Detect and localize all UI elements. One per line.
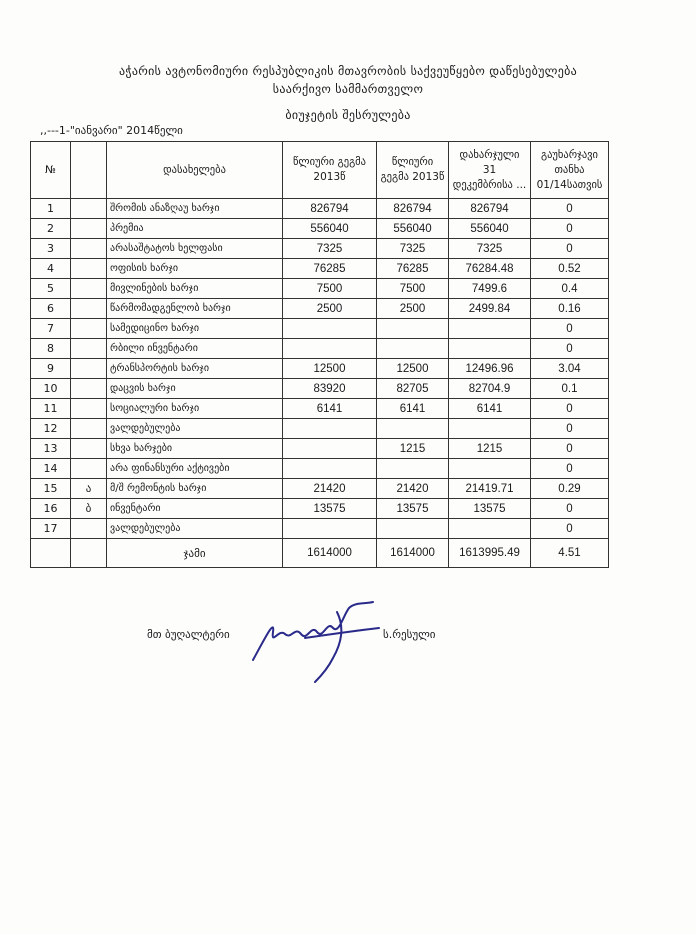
row-spent [449,419,531,439]
row-sub-letter [71,299,107,319]
handwritten-signature [245,598,385,688]
row-plan-1 [283,319,377,339]
row-spent: 1215 [449,439,531,459]
row-name: რბილი ინვენტარი [107,339,283,359]
header-plan-2: წლიური გეგმა 2013წ [377,142,449,199]
row-number: 8 [31,339,71,359]
table-row [31,259,609,279]
row-name: ოფისის ხარჯი [107,259,283,279]
table-row [31,199,609,219]
row-number: 14 [31,459,71,479]
chief-accountant-label: მთ ბუღალტერი [147,628,230,641]
row-plan-2 [377,319,449,339]
row-plan-1: 21420 [283,479,377,499]
row-spent: 76284.48 [449,259,531,279]
total-unspent: 4.51 [531,539,609,568]
table-body [31,199,609,539]
header-spent: დახარჯული 31 დეკემბრისა ... [449,142,531,199]
table-row [31,279,609,299]
total-num-cell [31,539,71,568]
row-plan-1 [283,439,377,459]
row-name: სხვა ხარჯები [107,439,283,459]
row-plan-1: 76285 [283,259,377,279]
row-plan-1: 7500 [283,279,377,299]
row-sub-letter [71,459,107,479]
header-name: დასახელება [107,142,283,199]
row-name: სოციალური ხარჯი [107,399,283,419]
row-plan-2 [377,339,449,359]
row-spent [449,459,531,479]
row-name: ტრანსპორტის ხარჯი [107,359,283,379]
row-plan-1 [283,419,377,439]
row-plan-1: 826794 [283,199,377,219]
row-number: 10 [31,379,71,399]
row-sub-letter: ბ [71,499,107,519]
row-spent: 21419.71 [449,479,531,499]
row-plan-2: 826794 [377,199,449,219]
row-plan-2: 6141 [377,399,449,419]
row-plan-1 [283,519,377,539]
table-row [31,459,609,479]
row-name: ვალდებულება [107,519,283,539]
row-sub-letter [71,379,107,399]
row-plan-2 [377,519,449,539]
table-row [31,239,609,259]
row-number: 17 [31,519,71,539]
row-plan-1: 13575 [283,499,377,519]
row-spent [449,519,531,539]
row-spent: 12496.96 [449,359,531,379]
row-plan-2: 1215 [377,439,449,459]
row-sub-letter [71,259,107,279]
row-unspent: 3.04 [531,359,609,379]
row-plan-2: 13575 [377,499,449,519]
row-spent: 82704.9 [449,379,531,399]
department-title: საარქივო სამმართველო [272,82,424,96]
row-plan-1: 556040 [283,219,377,239]
row-plan-2: 76285 [377,259,449,279]
header-sub [71,142,107,199]
row-plan-2: 556040 [377,219,449,239]
row-spent: 13575 [449,499,531,519]
row-name: წარმომადგენლობ ხარჯი [107,299,283,319]
row-spent [449,339,531,359]
row-plan-1: 2500 [283,299,377,319]
row-spent: 7499.6 [449,279,531,299]
row-unspent: 0 [531,499,609,519]
total-label: ჯამი [107,539,283,568]
total-plan-2: 1614000 [377,539,449,568]
row-plan-2: 82705 [377,379,449,399]
document-date: ,,---1-"იანვარი" 2014წელი [40,124,183,137]
header-plan-1: წლიური გეგმა 2013წ [283,142,377,199]
row-sub-letter [71,399,107,419]
row-unspent: 0 [531,399,609,419]
row-spent: 556040 [449,219,531,239]
table-row [31,339,609,359]
row-unspent: 0.4 [531,279,609,299]
row-spent: 7325 [449,239,531,259]
row-plan-1 [283,339,377,359]
row-unspent: 0 [531,459,609,479]
row-unspent: 0.52 [531,259,609,279]
row-spent: 2499.84 [449,299,531,319]
row-unspent: 0 [531,439,609,459]
row-sub-letter: ა [71,479,107,499]
row-plan-2: 21420 [377,479,449,499]
row-name: ინვენტარი [107,499,283,519]
budget-table [30,141,609,568]
document-title: ბიუჯეტის შესრულება [285,108,411,122]
row-number: 12 [31,419,71,439]
row-unspent: 0.1 [531,379,609,399]
row-name: სამედიცინო ხარჯი [107,319,283,339]
row-spent: 6141 [449,399,531,419]
row-sub-letter [71,419,107,439]
row-sub-letter [71,239,107,259]
header-unspent: გაუხარჯავი თანხა 01/14სათვის [531,142,609,199]
table-row [31,359,609,379]
row-plan-2 [377,419,449,439]
row-unspent: 0.16 [531,299,609,319]
row-spent: 826794 [449,199,531,219]
row-sub-letter [71,339,107,359]
row-unspent: 0 [531,199,609,219]
row-number: 2 [31,219,71,239]
table-row [31,299,609,319]
row-name: შრომის ანაზღაუ ხარჯი [107,199,283,219]
row-unspent: 0 [531,219,609,239]
row-plan-1: 12500 [283,359,377,379]
row-number: 5 [31,279,71,299]
row-number: 6 [31,299,71,319]
row-plan-2: 2500 [377,299,449,319]
row-sub-letter [71,319,107,339]
row-unspent: 0 [531,519,609,539]
row-spent [449,319,531,339]
accountant-name: ს.რესული [383,628,436,641]
table-row [31,519,609,539]
row-number: 13 [31,439,71,459]
table-row [31,399,609,419]
row-sub-letter [71,199,107,219]
table-row [31,219,609,239]
row-sub-letter [71,279,107,299]
row-name: მივლინების ხარჯი [107,279,283,299]
row-plan-2: 7325 [377,239,449,259]
row-sub-letter [71,359,107,379]
row-name: პრემია [107,219,283,239]
row-name: დაცვის ხარჯი [107,379,283,399]
row-number: 4 [31,259,71,279]
total-row [31,539,609,568]
row-name: ვალდებულება [107,419,283,439]
org-title: აჭარის ავტონომიური რესპუბლიკის მთავრობის საქვეუწყებო დაწესებულება [118,64,578,78]
total-plan-1: 1614000 [283,539,377,568]
row-plan-2: 7500 [377,279,449,299]
table-row [31,439,609,459]
table-header-row [31,142,609,199]
row-sub-letter [71,519,107,539]
row-number: 15 [31,479,71,499]
row-name: არა ფინანსური აქტივები [107,459,283,479]
table-row [31,499,609,519]
total-sub-cell [71,539,107,568]
table-row [31,419,609,439]
row-unspent: 0 [531,339,609,359]
row-unspent: 0 [531,319,609,339]
row-name: მ/შ რემონტის ხარჯი [107,479,283,499]
table-row [31,379,609,399]
row-number: 9 [31,359,71,379]
row-unspent: 0 [531,419,609,439]
total-spent: 1613995.49 [449,539,531,568]
row-unspent: 0.29 [531,479,609,499]
row-plan-1: 6141 [283,399,377,419]
row-plan-1 [283,459,377,479]
row-plan-1: 7325 [283,239,377,259]
row-plan-1: 83920 [283,379,377,399]
row-unspent: 0 [531,239,609,259]
row-number: 1 [31,199,71,219]
row-name: არასაშტატოს ხელფასი [107,239,283,259]
row-number: 16 [31,499,71,519]
row-number: 7 [31,319,71,339]
row-sub-letter [71,439,107,459]
table-row [31,479,609,499]
row-plan-2 [377,459,449,479]
table-row [31,319,609,339]
header-num: № [31,142,71,199]
row-number: 3 [31,239,71,259]
row-plan-2: 12500 [377,359,449,379]
row-sub-letter [71,219,107,239]
row-number: 11 [31,399,71,419]
